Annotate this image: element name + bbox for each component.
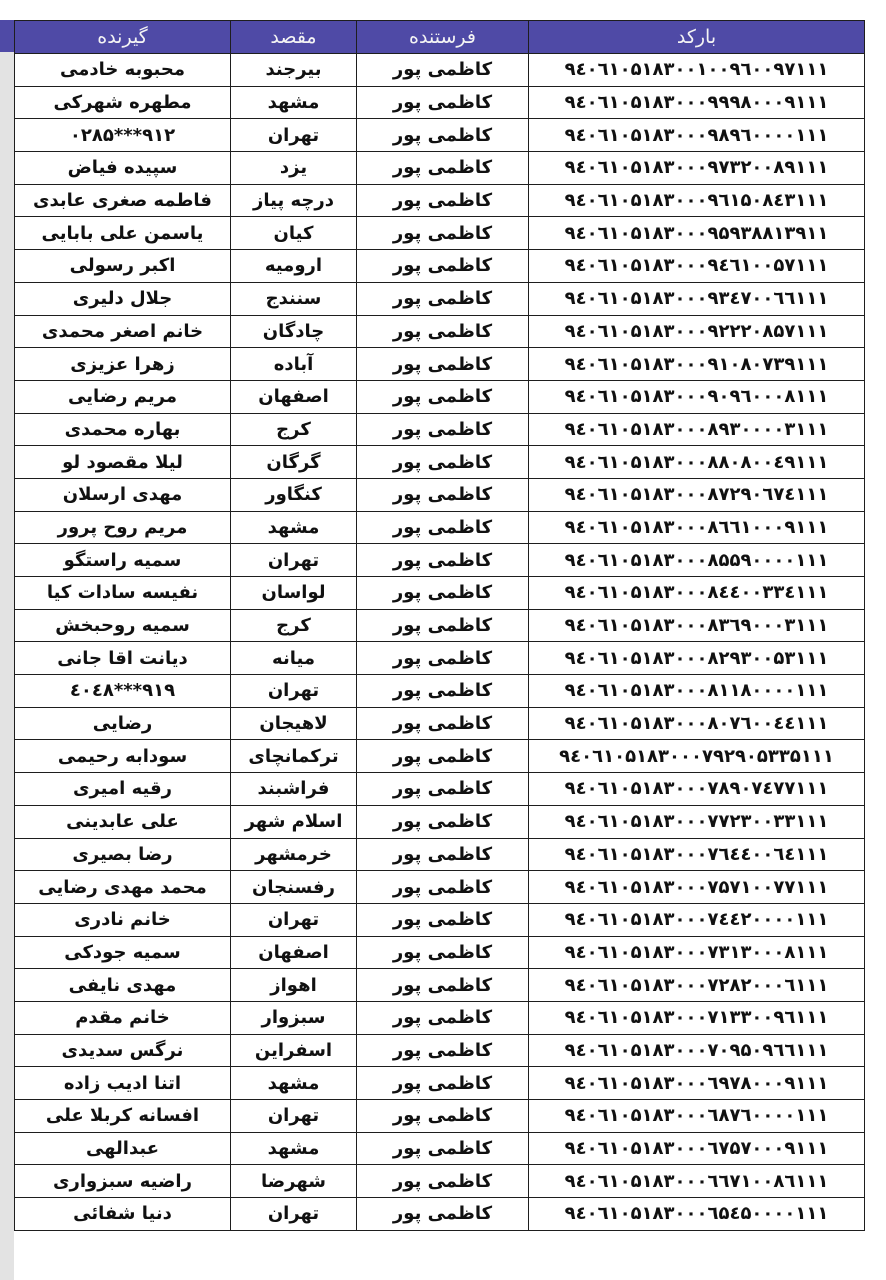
recipient-cell: نرگس سدیدی	[15, 1034, 231, 1067]
recipient-cell: فاطمه صغری عابدی	[15, 184, 231, 217]
barcode-cell: ۹٤۰٦۱۰۵۱۸۳۰۰۰۷۱۳۳۰۰۹٦۱۱۱	[529, 1001, 865, 1034]
table-row	[15, 871, 865, 904]
barcode-cell: ۹٤۰٦۱۰۵۱۸۳۰۰۰۸۹۳۰۰۰۰۳۱۱۱	[529, 413, 865, 446]
recipient-cell: زهرا عزیزی	[15, 348, 231, 381]
destination-cell: اصفهان	[231, 936, 357, 969]
recipient-cell: اکبر رسولی	[15, 250, 231, 283]
barcode-cell: ۹٤۰٦۱۰۵۱۸۳۰۰۰۷۳۱۳۰۰۰۸۱۱۱	[529, 936, 865, 969]
recipient-cell: محمد مهدی رضایی	[15, 871, 231, 904]
sender-cell: کاظمی پور	[357, 675, 529, 708]
table-row	[15, 184, 865, 217]
sender-cell: کاظمی پور	[357, 413, 529, 446]
sender-cell: کاظمی پور	[357, 315, 529, 348]
recipient-cell: ۹۱۲***۰۲۸۵	[15, 119, 231, 152]
sender-cell: کاظمی پور	[357, 1034, 529, 1067]
table-row	[15, 936, 865, 969]
destination-cell: سبزوار	[231, 1001, 357, 1034]
destination-cell: فراشبند	[231, 773, 357, 806]
recipient-cell: مطهره شهرکی	[15, 86, 231, 119]
barcode-cell: ۹٤۰٦۱۰۵۱۸۳۰۰۰۷۵۷۱۰۰۷۷۱۱۱	[529, 871, 865, 904]
table-row	[15, 642, 865, 675]
recipient-cell: دیانت اقا جانی	[15, 642, 231, 675]
table-row	[15, 315, 865, 348]
sender-cell: کاظمی پور	[357, 740, 529, 773]
barcode-cell: ۹٤۰٦۱۰۵۱۸۳۰۰۰۹٦۱۵۰۸٤۳۱۱۱	[529, 184, 865, 217]
recipient-cell: سمیه راستگو	[15, 544, 231, 577]
table-row	[15, 1100, 865, 1133]
barcode-cell: ۹٤۰٦۱۰۵۱۸۳۰۰۰٦٦۷۱۰۰۸٦۱۱۱	[529, 1165, 865, 1198]
sender-cell: کاظمی پور	[357, 1198, 529, 1231]
sender-cell: کاظمی پور	[357, 511, 529, 544]
destination-cell: کیان	[231, 217, 357, 250]
recipient-cell: علی عابدینی	[15, 805, 231, 838]
barcode-cell: ۹٤۰٦۱۰۵۱۸۳۰۰۰۹۳٤۷۰۰٦٦۱۱۱	[529, 282, 865, 315]
sender-cell: کاظمی پور	[357, 609, 529, 642]
sender-cell: کاظمی پور	[357, 1165, 529, 1198]
sender-cell: کاظمی پور	[357, 642, 529, 675]
recipient-cell: افسانه کربلا علی	[15, 1100, 231, 1133]
barcode-cell: ۹٤۰٦۱۰۵۱۸۳۰۰۰۸٦٦۱۰۰۰۹۱۱۱	[529, 511, 865, 544]
destination-cell: تهران	[231, 1100, 357, 1133]
table-row	[15, 446, 865, 479]
sender-cell: کاظمی پور	[357, 577, 529, 610]
sender-cell: کاظمی پور	[357, 773, 529, 806]
barcode-cell: ۹٤۰٦۱۰۵۱۸۳۰۰۰۹۰۹٦۰۰۰۸۱۱۱	[529, 380, 865, 413]
destination-cell: اصفهان	[231, 380, 357, 413]
header-band-extension	[0, 20, 14, 52]
table-row	[15, 740, 865, 773]
table-row	[15, 969, 865, 1002]
recipient-cell: مهدی ارسلان	[15, 478, 231, 511]
recipient-cell: مریم رضایی	[15, 380, 231, 413]
recipient-cell: سپیده فیاض	[15, 152, 231, 185]
sender-cell: کاظمی پور	[357, 217, 529, 250]
sender-cell: کاظمی پور	[357, 478, 529, 511]
table-header-row	[15, 21, 865, 54]
sender-cell: کاظمی پور	[357, 969, 529, 1002]
destination-cell: ارومیه	[231, 250, 357, 283]
destination-cell: مشهد	[231, 86, 357, 119]
table-row	[15, 152, 865, 185]
destination-cell: تهران	[231, 675, 357, 708]
barcode-cell: ۹٤۰٦۱۰۵۱۸۳۰۰۰۹۸۹٦۰۰۰۰۱۱۱	[529, 119, 865, 152]
sender-cell: کاظمی پور	[357, 380, 529, 413]
recipient-cell: بهاره محمدی	[15, 413, 231, 446]
sender-cell: کاظمی پور	[357, 903, 529, 936]
recipient-cell: عبدالهی	[15, 1132, 231, 1165]
table-row	[15, 544, 865, 577]
barcode-cell: ۹٤۰٦۱۰۵۱۸۳۰۰۰۷٦٤٤۰۰٦٤۱۱۱	[529, 838, 865, 871]
barcode-cell: ۹٤۰٦۱۰۵۱۸۳۰۰۰٦۹۷۸۰۰۰۹۱۱۱	[529, 1067, 865, 1100]
header-barcode: بارکد	[529, 21, 865, 54]
barcode-cell: ۹٤۰٦۱۰۵۱۸۳۰۰۰۹۱۰۸۰۷۳۹۱۱۱	[529, 348, 865, 381]
table-row	[15, 413, 865, 446]
table-row	[15, 380, 865, 413]
sender-cell: کاظمی پور	[357, 707, 529, 740]
barcode-cell: ۹٤۰٦۱۰۵۱۸۳۰۰۰۷۰۹۵۰۹٦٦۱۱۱	[529, 1034, 865, 1067]
barcode-cell: ۹٤۰٦۱۰۵۱۸۳۰۰۰۹۷۳۲۰۰۸۹۱۱۱	[529, 152, 865, 185]
table-row	[15, 511, 865, 544]
header-sender: فرستنده	[357, 21, 529, 54]
barcode-cell: ۹٤۰٦۱۰۵۱۸۳۰۰۱۰۰۹٦۰۰۹۷۱۱۱	[529, 54, 865, 87]
table-row	[15, 86, 865, 119]
recipient-cell: جلال دلیری	[15, 282, 231, 315]
table-row	[15, 805, 865, 838]
destination-cell: یزد	[231, 152, 357, 185]
recipient-cell: خانم مقدم	[15, 1001, 231, 1034]
destination-cell: رفسنجان	[231, 871, 357, 904]
destination-cell: تهران	[231, 119, 357, 152]
recipient-cell: سمیه روحبخش	[15, 609, 231, 642]
destination-cell: ترکمانچای	[231, 740, 357, 773]
recipient-cell: رضایی	[15, 707, 231, 740]
table-row	[15, 1034, 865, 1067]
recipient-cell: اتنا ادیب زاده	[15, 1067, 231, 1100]
destination-cell: چادگان	[231, 315, 357, 348]
header-destination: مقصد	[231, 21, 357, 54]
sender-cell: کاظمی پور	[357, 152, 529, 185]
sender-cell: کاظمی پور	[357, 86, 529, 119]
recipient-cell: خانم نادری	[15, 903, 231, 936]
barcode-cell: ۹٤۰٦۱۰۵۱۸۳۰۰۰۷۸۹۰۷٤۷۷۱۱۱	[529, 773, 865, 806]
barcode-cell: ۹٤۰٦۱۰۵۱۸۳۰۰۰٦۷۵۷۰۰۰۹۱۱۱	[529, 1132, 865, 1165]
recipient-cell: سودابه رحیمی	[15, 740, 231, 773]
table-row	[15, 838, 865, 871]
sender-cell: کاظمی پور	[357, 282, 529, 315]
table-row	[15, 478, 865, 511]
recipient-cell: رقیه امیری	[15, 773, 231, 806]
sender-cell: کاظمی پور	[357, 544, 529, 577]
recipient-cell: لیلا مقصود لو	[15, 446, 231, 479]
table-row	[15, 707, 865, 740]
destination-cell: لاهیجان	[231, 707, 357, 740]
destination-cell: کنگاور	[231, 478, 357, 511]
barcode-cell: ۹٤۰٦۱۰۵۱۸۳۰۰۰۷٤٤۲۰۰۰۰۱۱۱	[529, 903, 865, 936]
barcode-cell: ۹٤۰٦۱۰۵۱۸۳۰۰۰۸۱۱۸۰۰۰۰۱۱۱	[529, 675, 865, 708]
barcode-cell: ۹٤۰٦۱۰۵۱۸۳۰۰۰٦۵٤۵۰۰۰۰۱۱۱	[529, 1198, 865, 1231]
sender-cell: کاظمی پور	[357, 54, 529, 87]
table-row	[15, 1198, 865, 1231]
barcode-cell: ۹٤۰٦۱۰۵۱۸۳۰۰۰۹۵۹۳۸۸۱۳۹۱۱	[529, 217, 865, 250]
table-row	[15, 54, 865, 87]
destination-cell: لواسان	[231, 577, 357, 610]
destination-cell: مشهد	[231, 1067, 357, 1100]
recipient-cell: دنیا شفائی	[15, 1198, 231, 1231]
sender-cell: کاظمی پور	[357, 805, 529, 838]
destination-cell: درچه پیاز	[231, 184, 357, 217]
recipient-cell: نفیسه سادات کیا	[15, 577, 231, 610]
recipient-cell: محبوبه خادمی	[15, 54, 231, 87]
recipient-cell: مهدی نایفی	[15, 969, 231, 1002]
destination-cell: اسفراین	[231, 1034, 357, 1067]
destination-cell: سنندج	[231, 282, 357, 315]
destination-cell: آباده	[231, 348, 357, 381]
table-row	[15, 217, 865, 250]
barcode-cell: ۹٤۰٦۱۰۵۱۸۳۰۰۰۸۸۰۸۰۰٤۹۱۱۱	[529, 446, 865, 479]
destination-cell: مشهد	[231, 511, 357, 544]
sender-cell: کاظمی پور	[357, 1132, 529, 1165]
table-row	[15, 282, 865, 315]
barcode-cell: ۹٤۰٦۱۰۵۱۸۳۰۰۰۹٤٦۱۰۰۵۷۱۱۱	[529, 250, 865, 283]
barcode-cell: ۹٤۰٦۱۰۵۱۸۳۰۰۰۸۳٦۹۰۰۰۳۱۱۱	[529, 609, 865, 642]
destination-cell: تهران	[231, 544, 357, 577]
sender-cell: کاظمی پور	[357, 184, 529, 217]
barcode-cell: ۹٤۰٦۱۰۵۱۸۳۰۰۰۹۲۲۲۰۸۵۷۱۱۱	[529, 315, 865, 348]
recipient-cell: مریم روح پرور	[15, 511, 231, 544]
table-row	[15, 1001, 865, 1034]
sender-cell: کاظمی پور	[357, 1100, 529, 1133]
table-row	[15, 1165, 865, 1198]
barcode-cell: ۹٤۰٦۱۰۵۱۸۳۰۰۰۸۷۲۹۰٦۷٤۱۱۱	[529, 478, 865, 511]
barcode-cell: ۹٤۰٦۱۰۵۱۸۳۰۰۰۷۹۲۹۰۵۳۳۵۱۱۱	[529, 740, 865, 773]
barcode-cell: ۹٤۰٦۱۰۵۱۸۳۰۰۰۷۷۲۳۰۰۳۳۱۱۱	[529, 805, 865, 838]
destination-cell: گرگان	[231, 446, 357, 479]
recipient-cell: ۹۱۹***٤۰٤۸	[15, 675, 231, 708]
destination-cell: کرج	[231, 413, 357, 446]
recipient-cell: یاسمن علی بابایی	[15, 217, 231, 250]
recipient-cell: راضیه سبزواری	[15, 1165, 231, 1198]
table-row	[15, 1067, 865, 1100]
table-row	[15, 773, 865, 806]
destination-cell: اسلام شهر	[231, 805, 357, 838]
barcode-cell: ۹٤۰٦۱۰۵۱۸۳۰۰۰۸۲۹۳۰۰۵۳۱۱۱	[529, 642, 865, 675]
table-row	[15, 675, 865, 708]
table-row	[15, 119, 865, 152]
barcode-cell: ۹٤۰٦۱۰۵۱۸۳۰۰۰٦۸۷٦۰۰۰۰۱۱۱	[529, 1100, 865, 1133]
table-row	[15, 250, 865, 283]
sender-cell: کاظمی پور	[357, 250, 529, 283]
destination-cell: میانه	[231, 642, 357, 675]
destination-cell: تهران	[231, 903, 357, 936]
destination-cell: تهران	[231, 1198, 357, 1231]
table-row	[15, 903, 865, 936]
barcode-cell: ۹٤۰٦۱۰۵۱۸۳۰۰۰۸٤٤۰۰۳۳٤۱۱۱	[529, 577, 865, 610]
recipient-cell: رضا بصیری	[15, 838, 231, 871]
table-row	[15, 1132, 865, 1165]
recipient-cell: خانم اصغر محمدی	[15, 315, 231, 348]
destination-cell: مشهد	[231, 1132, 357, 1165]
barcode-cell: ۹٤۰٦۱۰۵۱۸۳۰۰۰۹۹۹۸۰۰۰۹۱۱۱	[529, 86, 865, 119]
shipments-table	[14, 20, 865, 1231]
recipient-cell: سمیه جودکی	[15, 936, 231, 969]
table-row	[15, 577, 865, 610]
sender-cell: کاظمی پور	[357, 446, 529, 479]
sender-cell: کاظمی پور	[357, 119, 529, 152]
table-row	[15, 609, 865, 642]
header-recipient: گیرنده	[15, 21, 231, 54]
sender-cell: کاظمی پور	[357, 871, 529, 904]
destination-cell: شهرضا	[231, 1165, 357, 1198]
sender-cell: کاظمی پور	[357, 1001, 529, 1034]
destination-cell: اهواز	[231, 969, 357, 1002]
destination-cell: بیرجند	[231, 54, 357, 87]
table-row	[15, 348, 865, 381]
sender-cell: کاظمی پور	[357, 936, 529, 969]
sender-cell: کاظمی پور	[357, 838, 529, 871]
barcode-cell: ۹٤۰٦۱۰۵۱۸۳۰۰۰۸۰۷٦۰۰٤٤۱۱۱	[529, 707, 865, 740]
barcode-cell: ۹٤۰٦۱۰۵۱۸۳۰۰۰۸۵۵۹۰۰۰۰۱۱۱	[529, 544, 865, 577]
destination-cell: خرمشهر	[231, 838, 357, 871]
destination-cell: کرج	[231, 609, 357, 642]
sender-cell: کاظمی پور	[357, 348, 529, 381]
sender-cell: کاظمی پور	[357, 1067, 529, 1100]
barcode-cell: ۹٤۰٦۱۰۵۱۸۳۰۰۰۷۲۸۲۰۰۰٦۱۱۱	[529, 969, 865, 1002]
left-margin-strip	[0, 52, 14, 1280]
